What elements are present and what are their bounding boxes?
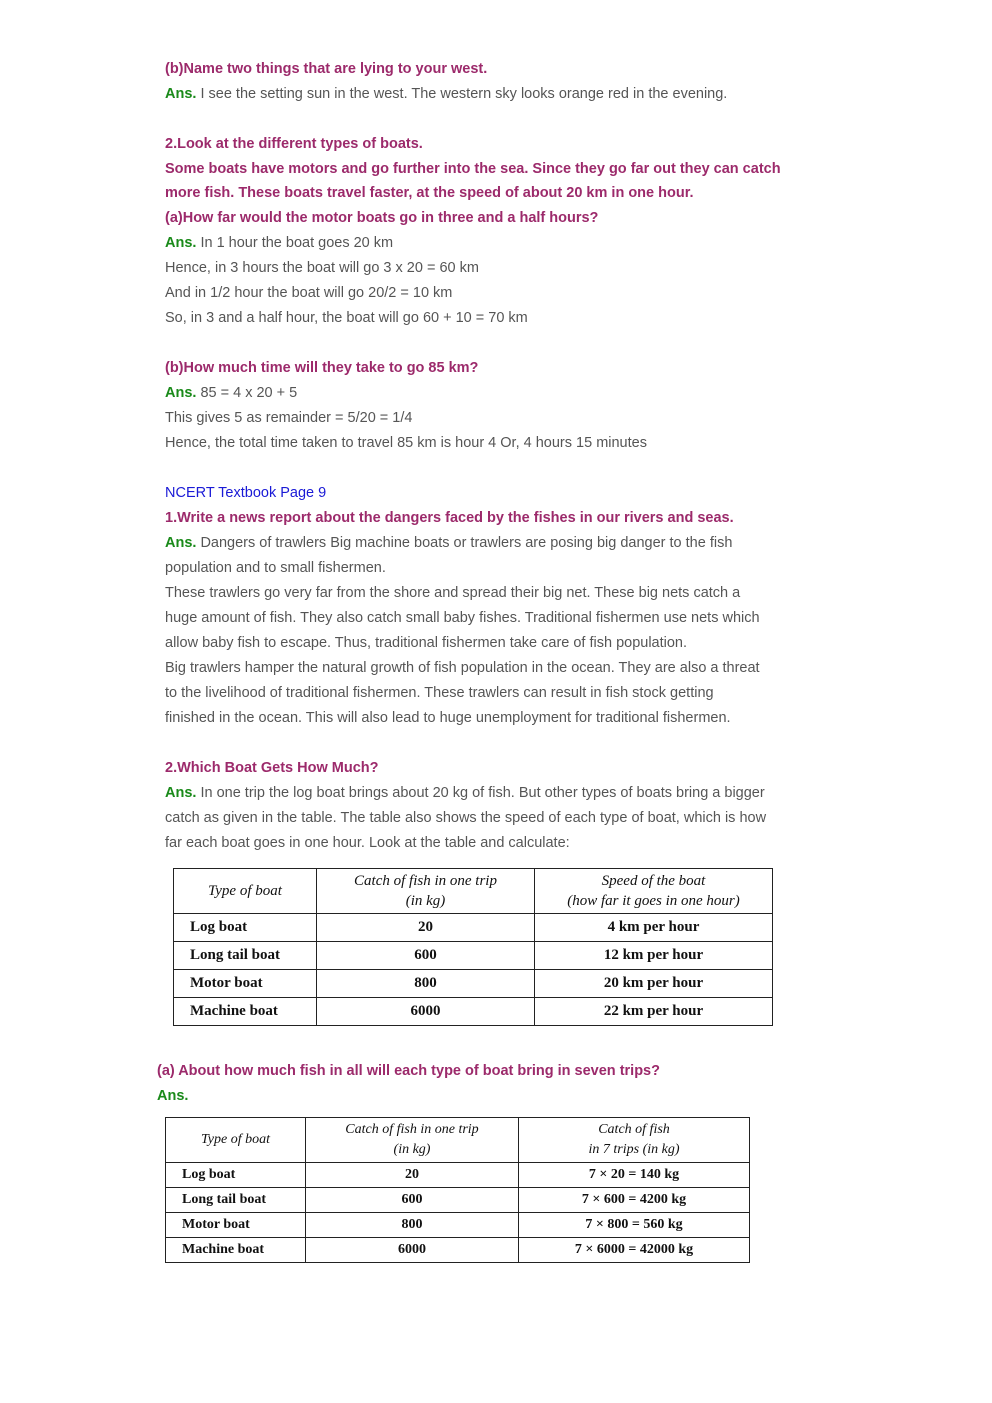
question-2-which-boat: 2.Which Boat Gets How Much? [165, 760, 379, 776]
table-header-row [166, 1118, 750, 1163]
table-row [174, 998, 773, 1026]
cell-boat-type: Motor boat [174, 970, 317, 998]
question-2-boats: 2.Look at the different types of boats. [165, 136, 423, 152]
cell-total-catch: 7 × 600 = 4200 kg [519, 1188, 750, 1213]
table-row [174, 970, 773, 998]
answer-line: finished in the ocean. This will also lead to huge unemployment for traditional fishermen. [165, 710, 731, 726]
header-type: Type of boat [174, 869, 317, 914]
answer-line: far each boat goes in one hour. Look at the table and calculate: [165, 835, 570, 851]
question-a-seven-trips: (a) About how much fish in all will each type of boat bring in seven trips? [157, 1063, 660, 1079]
question-text: more fish. These boats travel faster, at the speed of about 20 km in one hour. [165, 185, 694, 201]
answer-line: This gives 5 as remainder = 5/20 = 1/4 [165, 410, 413, 426]
cell-catch: 20 [317, 914, 535, 942]
table-row [174, 942, 773, 970]
answer-line: population and to small fishermen. [165, 560, 386, 576]
table-header-row [174, 869, 773, 914]
table-row [166, 1188, 750, 1213]
cell-speed: 22 km per hour [535, 998, 773, 1026]
table-row [166, 1213, 750, 1238]
cell-catch: 6000 [306, 1238, 519, 1263]
question-a-distance: (a)How far would the motor boats go in three and a half hours? [165, 210, 599, 226]
answer-line: So, in 3 and a half hour, the boat will go 60 + 10 = 70 km [165, 310, 528, 326]
cell-boat-type: Log boat [166, 1163, 306, 1188]
header-speed: Speed of the boat (how far it goes in one hour) [535, 869, 773, 914]
boat-speed-table [173, 868, 773, 1026]
answer-line: huge amount of fish. They also catch small baby fishes. Traditional fishermen use nets which [165, 610, 760, 626]
answer-line: And in 1/2 hour the boat will go 20/2 = 10 km [165, 285, 453, 301]
answer-label: Ans. [157, 1088, 189, 1104]
header-catch: Catch of fish in one trip (in kg) [317, 869, 535, 914]
cell-catch: 600 [317, 942, 535, 970]
question-b-time: (b)How much time will they take to go 85 km? [165, 360, 479, 376]
answer-line: allow baby fish to escape. Thus, traditional fishermen take care of fish population. [165, 635, 688, 651]
answer-line: Ans. Dangers of trawlers Big machine boats or trawlers are posing big danger to the fish [165, 535, 733, 551]
cell-boat-type: Motor boat [166, 1213, 306, 1238]
cell-speed: 12 km per hour [535, 942, 773, 970]
answer-line: Ans. 85 = 4 x 20 + 5 [165, 385, 298, 401]
answer-line: Hence, the total time taken to travel 85 km is hour 4 Or, 4 hours 15 minutes [165, 435, 647, 451]
cell-total-catch: 7 × 800 = 560 kg [519, 1213, 750, 1238]
cell-catch: 6000 [317, 998, 535, 1026]
table-row [166, 1163, 750, 1188]
cell-speed: 4 km per hour [535, 914, 773, 942]
answer-west: Ans. I see the setting sun in the west. The western sky looks orange red in the evening. [165, 86, 728, 102]
question-1-news-report: 1.Write a news report about the dangers faced by the fishes in our rivers and seas. [165, 510, 734, 526]
answer-line: Hence, in 3 hours the boat will go 3 x 20 = 60 km [165, 260, 479, 276]
answer-line: to the livelihood of traditional fishermen. These trawlers can result in fish stock getting [165, 685, 714, 701]
cell-boat-type: Long tail boat [174, 942, 317, 970]
answer-line: Ans. In 1 hour the boat goes 20 km [165, 235, 394, 251]
cell-catch: 800 [317, 970, 535, 998]
answer-line: Big trawlers hamper the natural growth of fish population in the ocean. They are also a threat [165, 660, 760, 676]
table-row [166, 1238, 750, 1263]
cell-boat-type: Long tail boat [166, 1188, 306, 1213]
section-heading-page-9: NCERT Textbook Page 9 [165, 485, 327, 501]
cell-boat-type: Machine boat [174, 998, 317, 1026]
cell-catch: 20 [306, 1163, 519, 1188]
answer-line: catch as given in the table. The table also shows the speed of each type of boat, which is how [165, 810, 767, 826]
header-seven-trips: Catch of fish in 7 trips (in kg) [519, 1118, 750, 1163]
cell-boat-type: Log boat [174, 914, 317, 942]
question-text: Some boats have motors and go further into the sea. Since they go far out they can catch [165, 161, 781, 177]
header-type: Type of boat [166, 1118, 306, 1163]
table-row [174, 914, 773, 942]
cell-total-catch: 7 × 6000 = 42000 kg [519, 1238, 750, 1263]
cell-catch: 600 [306, 1188, 519, 1213]
answer-line: These trawlers go very far from the shore and spread their big net. These big nets catch a [165, 585, 741, 601]
seven-trips-table [165, 1117, 750, 1263]
cell-total-catch: 7 × 20 = 140 kg [519, 1163, 750, 1188]
cell-boat-type: Machine boat [166, 1238, 306, 1263]
cell-speed: 20 km per hour [535, 970, 773, 998]
question-b-west: (b)Name two things that are lying to your west. [165, 61, 488, 77]
answer-line: Ans. In one trip the log boat brings about 20 kg of fish. But other types of boats bring a bigger [165, 785, 765, 801]
cell-catch: 800 [306, 1213, 519, 1238]
header-catch: Catch of fish in one trip (in kg) [306, 1118, 519, 1163]
